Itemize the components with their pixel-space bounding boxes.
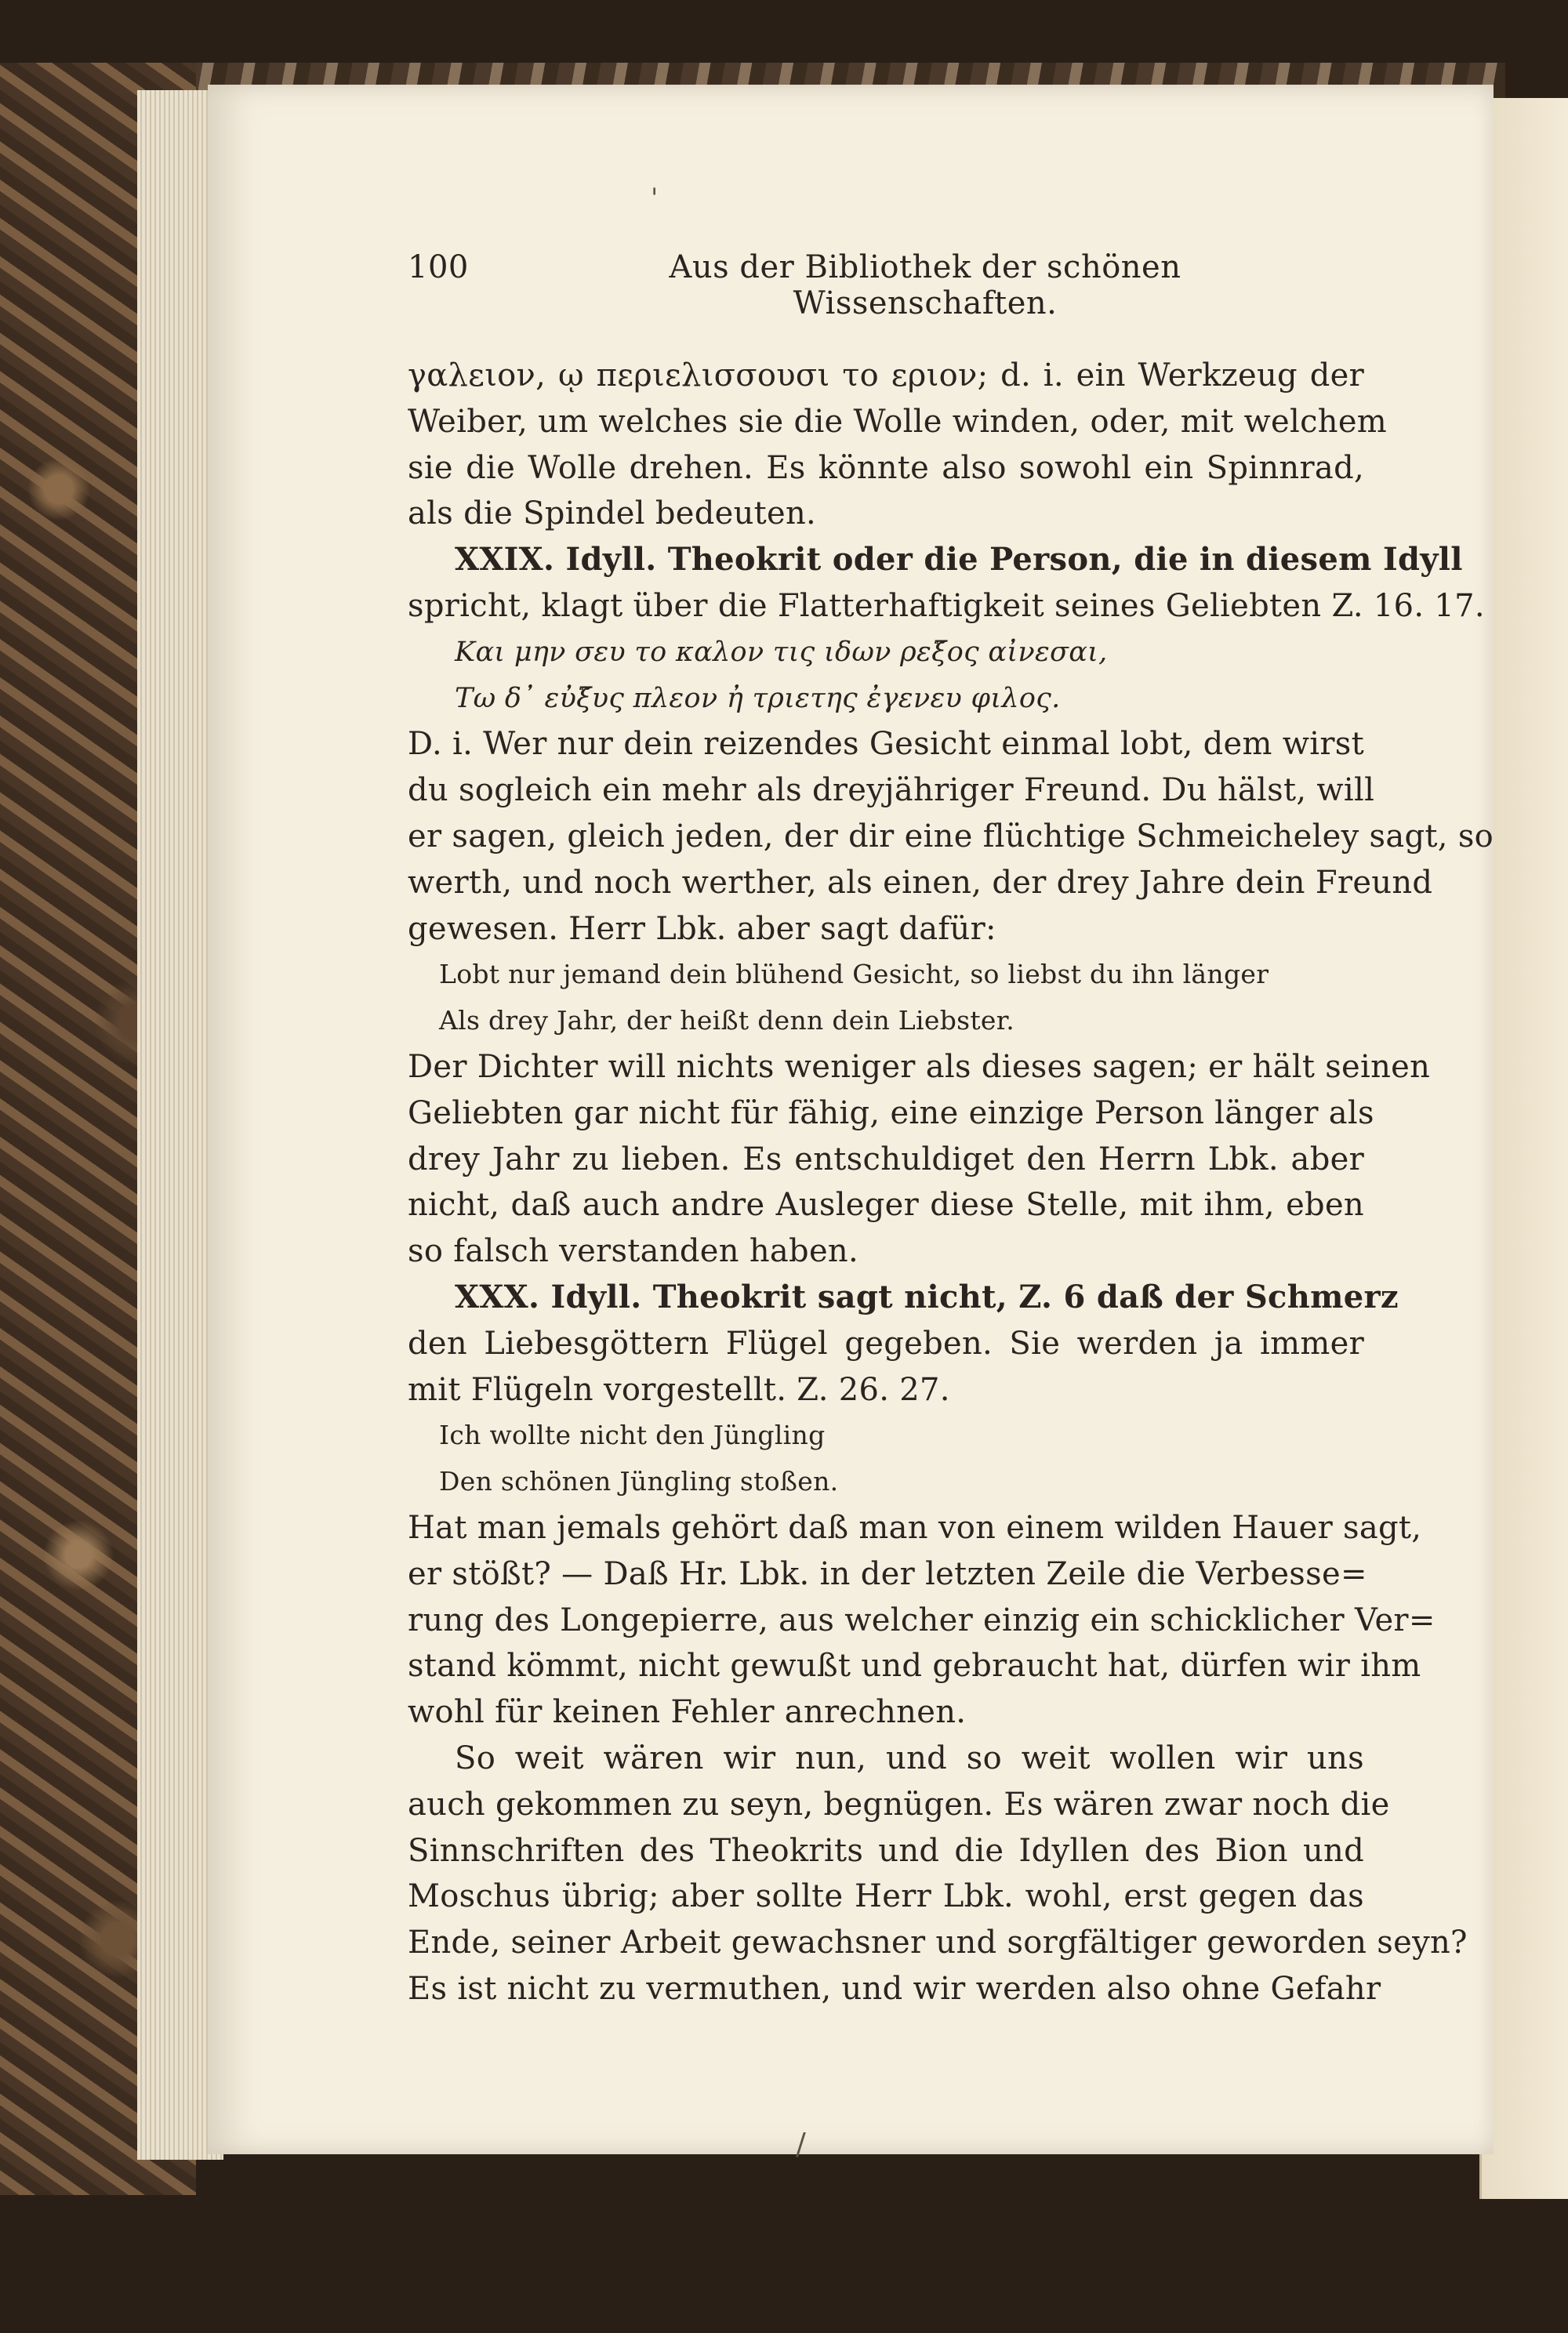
text-line: auch gekommen zu seyn, begnügen. Es wären zwar noch die — [408, 1786, 1390, 1823]
text-line: stand kömmt, nicht gewußt und gebraucht hat, dürfen wir ihm — [408, 1648, 1421, 1685]
ink-speck: / — [796, 2127, 806, 2161]
text-line: γαλειον, ῳ περιελισσουσι το εριον; d. i. ein Werkzeug der — [408, 357, 1364, 394]
text-line: Hat man jemals gehört daß man von einem wilden Hauer sagt, — [408, 1509, 1422, 1546]
text-line: rung des Longepierre, aus welcher einzig ein schicklicher Ver= — [408, 1602, 1436, 1638]
text-line: wohl für keinen Fehler anrechnen. — [408, 1694, 967, 1731]
section-heading-xxix: XXIX. Idyll. Theokrit oder die Person, die in diesem Idyll — [455, 541, 1463, 579]
text-line: den Liebesgöttern Flügel gegeben. Sie werden ja immer — [408, 1325, 1364, 1362]
text-line: er stößt? — Daß Hr. Lbk. in der letzten Zeile die Verbesse= — [408, 1555, 1367, 1592]
text-line: spricht, klagt über die Flatterhaftigkeit seines Geliebten Z. 16. 17. — [408, 587, 1485, 624]
verse-quote-line: Ich wollte nicht den Jüngling — [439, 1420, 826, 1451]
page-text-block — [408, 249, 1494, 2012]
running-title: Aus der Bibliothek der schönen Wissenschaften. — [669, 249, 1181, 321]
text-line: drey Jahr zu lieben. Es entschuldiget den Herrn Lbk. aber — [408, 1141, 1364, 1177]
ink-speck: ' — [651, 183, 659, 214]
text-line: So weit wären wir nun, und so weit wollen wir uns — [455, 1740, 1364, 1776]
greek-quote-line: Και μην σευ το καλον τις ιδων ρεξ̃ος αἰνεσαι, — [455, 636, 1108, 668]
text-line: mit Flügeln vorgestellt. Z. 26. 27. — [408, 1371, 950, 1408]
book-page — [208, 85, 1494, 2161]
text-line: Sinnschriften des Theokrits und die Idyllen des Bion und — [408, 1832, 1364, 1869]
page-number: 100 — [408, 249, 469, 285]
text-line: als die Spindel bedeuten. — [408, 495, 817, 532]
text-line: so falsch verstanden haben. — [408, 1233, 858, 1270]
verse-quote-line: Lobt nur jemand dein blühend Gesicht, so liebst du ihn länger — [439, 959, 1269, 990]
text-line: Es ist nicht zu vermuthen, und wir werden also ohne Gefahr — [408, 1970, 1381, 2007]
text-line: nicht, daß auch andre Ausleger diese Stelle, mit ihm, eben — [408, 1187, 1364, 1224]
text-line: er sagen, gleich jeden, der dir eine flüchtige Schmeicheley sagt, so — [408, 818, 1494, 854]
text-line: Ende, seiner Arbeit gewachsner und sorgfältiger geworden seyn? — [408, 1925, 1468, 1961]
running-head — [408, 249, 1364, 321]
text-line: sie die Wolle drehen. Es könnte also sowohl ein Spinnrad, — [408, 449, 1364, 486]
text-line: du sogleich ein mehr als dreyjähriger Freund. Du hälst, will — [408, 772, 1375, 809]
text-line: Geliebten gar nicht für fähig, eine einzige Person länger als — [408, 1094, 1374, 1131]
text-line: D. i. Wer nur dein reizendes Gesicht einmal lobt, dem wirst — [408, 726, 1364, 763]
greek-quote-line: Τω δ᾽ εὐξ̃υς πλεον ἠ τριετης ἐγενευ φιλος. — [455, 682, 1061, 714]
text-line: werth, und noch werther, als einen, der drey Jahre dein Freund — [408, 864, 1433, 901]
section-heading-xxx: XXX. Idyll. Theokrit sagt nicht, Z. 6 daß der Schmerz — [455, 1278, 1399, 1315]
text-line: Moschus übrig; aber sollte Herr Lbk. wohl, erst gegen das — [408, 1878, 1364, 1915]
text-line: Der Dichter will nichts weniger als dieses sagen; er hält seinen — [408, 1048, 1431, 1085]
text-line: gewesen. Herr Lbk. aber sagt dafür: — [408, 910, 996, 947]
verse-quote-line: Den schönen Jüngling stoßen. — [439, 1466, 839, 1497]
verse-quote-line: Als drey Jahr, der heißt denn dein Liebster. — [439, 1005, 1014, 1036]
text-line: Weiber, um welches sie die Wolle winden, oder, mit welchem — [408, 403, 1388, 440]
